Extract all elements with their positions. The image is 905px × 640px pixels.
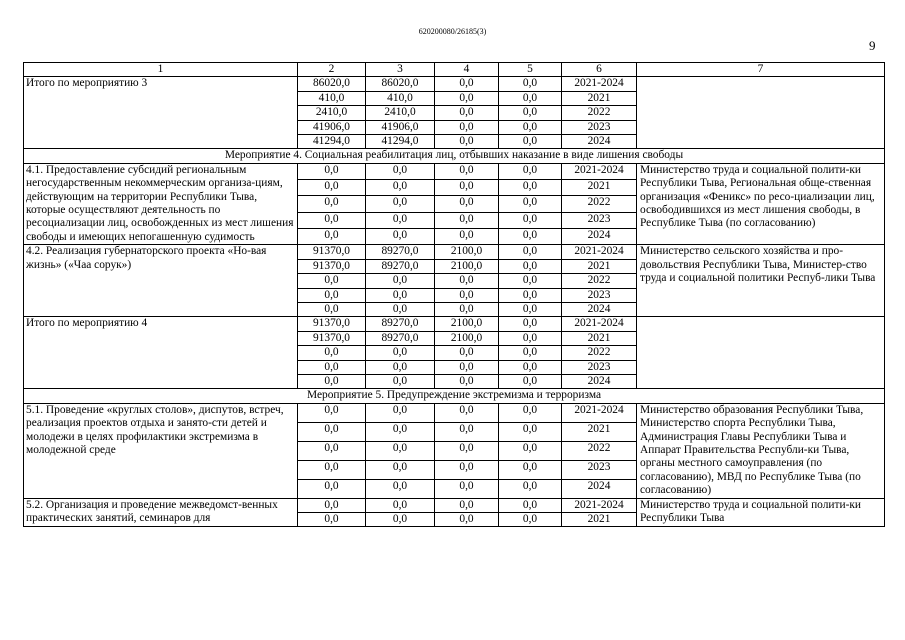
amount-cell: 0,0: [435, 77, 499, 91]
period-cell: 2022: [562, 274, 637, 288]
amount-cell: 0,0: [499, 245, 562, 259]
period-cell: 2023: [562, 120, 637, 134]
amount-cell: 0,0: [435, 180, 499, 196]
amount-cell: 0,0: [298, 374, 366, 388]
program-table: [23, 62, 885, 527]
header-cell: 1: [24, 63, 298, 77]
amount-cell: 0,0: [435, 120, 499, 134]
amount-cell: 0,0: [499, 91, 562, 105]
amount-cell: 0,0: [366, 360, 435, 374]
table-row: [24, 317, 885, 331]
responsible-executors: Министерство труда и социальной полити-ки Республики Тыва: [637, 498, 885, 527]
amount-cell: 0,0: [499, 180, 562, 196]
amount-cell: 89270,0: [366, 259, 435, 273]
amount-cell: 86020,0: [366, 77, 435, 91]
amount-cell: 2410,0: [298, 106, 366, 120]
table-row: [24, 403, 885, 422]
period-cell: 2021-2024: [562, 77, 637, 91]
amount-cell: 0,0: [499, 163, 562, 179]
responsible-executors: [637, 317, 885, 389]
amount-cell: 0,0: [435, 288, 499, 302]
amount-cell: 0,0: [366, 163, 435, 179]
amount-cell: 0,0: [298, 460, 366, 479]
amount-cell: 0,0: [435, 460, 499, 479]
amount-cell: 0,0: [298, 196, 366, 212]
amount-cell: 0,0: [499, 212, 562, 228]
amount-cell: 0,0: [366, 460, 435, 479]
table-row: [24, 77, 885, 91]
amount-cell: 0,0: [435, 302, 499, 316]
item-5-2: [24, 498, 885, 527]
amount-cell: 86020,0: [298, 77, 366, 91]
amount-cell: 0,0: [435, 91, 499, 105]
amount-cell: 0,0: [366, 422, 435, 441]
period-cell: 2021: [562, 422, 637, 441]
amount-cell: 2100,0: [435, 317, 499, 331]
header-cell: 3: [366, 63, 435, 77]
amount-cell: 0,0: [435, 212, 499, 228]
amount-cell: 0,0: [499, 120, 562, 134]
amount-cell: 2100,0: [435, 245, 499, 259]
amount-cell: 41906,0: [366, 120, 435, 134]
period-cell: 2021: [562, 513, 637, 527]
amount-cell: 2100,0: [435, 259, 499, 273]
amount-cell: 0,0: [366, 302, 435, 316]
amount-cell: 0,0: [298, 479, 366, 498]
amount-cell: 0,0: [435, 441, 499, 460]
amount-cell: 0,0: [499, 374, 562, 388]
amount-cell: 0,0: [366, 374, 435, 388]
table-row: [24, 245, 885, 259]
amount-cell: 0,0: [366, 228, 435, 244]
amount-cell: 2410,0: [366, 106, 435, 120]
header-cell: 4: [435, 63, 499, 77]
page-number: 9: [869, 38, 876, 53]
amount-cell: 0,0: [499, 259, 562, 273]
amount-cell: 0,0: [298, 360, 366, 374]
amount-cell: 0,0: [499, 317, 562, 331]
section-row: [24, 149, 885, 163]
amount-cell: 0,0: [499, 360, 562, 374]
amount-cell: 0,0: [366, 403, 435, 422]
amount-cell: 2100,0: [435, 331, 499, 345]
amount-cell: 0,0: [435, 422, 499, 441]
amount-cell: 0,0: [298, 288, 366, 302]
document-id: 620200080/26185(3): [418, 27, 487, 36]
period-cell: 2024: [562, 135, 637, 149]
amount-cell: 0,0: [499, 403, 562, 422]
amount-cell: 0,0: [499, 441, 562, 460]
amount-cell: 0,0: [366, 196, 435, 212]
amount-cell: 0,0: [366, 346, 435, 360]
amount-cell: 0,0: [499, 196, 562, 212]
amount-cell: 0,0: [499, 460, 562, 479]
measure-description: 4.2. Реализация губернаторского проекта «Но-вая жизнь» («Чаа сорук»): [24, 245, 298, 317]
header-cell: 7: [637, 63, 885, 77]
amount-cell: 0,0: [298, 212, 366, 228]
period-cell: 2024: [562, 302, 637, 316]
amount-cell: 0,0: [499, 498, 562, 512]
amount-cell: 0,0: [298, 498, 366, 512]
period-cell: 2023: [562, 460, 637, 479]
period-cell: 2021: [562, 331, 637, 345]
section-title: Мероприятие 5. Предупреждение экстремизма и терроризма: [24, 389, 885, 403]
amount-cell: 91370,0: [298, 259, 366, 273]
period-cell: 2021-2024: [562, 317, 637, 331]
amount-cell: 0,0: [435, 163, 499, 179]
responsible-executors: [637, 77, 885, 149]
period-cell: 2021-2024: [562, 498, 637, 512]
period-cell: 2021-2024: [562, 245, 637, 259]
header-cell: 2: [298, 63, 366, 77]
amount-cell: 0,0: [298, 274, 366, 288]
amount-cell: 0,0: [366, 288, 435, 302]
amount-cell: 0,0: [499, 422, 562, 441]
amount-cell: 0,0: [499, 228, 562, 244]
amount-cell: 0,0: [499, 288, 562, 302]
item-4-1: [24, 163, 885, 244]
item-4-2: [24, 245, 885, 317]
responsible-executors: Министерство сельского хозяйства и про-довольствия Республики Тыва, Министер-ство труда и социальной политики Респуб-лики Тыва: [637, 245, 885, 317]
period-cell: 2023: [562, 212, 637, 228]
period-cell: 2022: [562, 196, 637, 212]
amount-cell: 0,0: [499, 331, 562, 345]
measure-description: 5.2. Организация и проведение межведомст-венных практических занятий, семинаров для: [24, 498, 298, 527]
amount-cell: 0,0: [366, 274, 435, 288]
amount-cell: 0,0: [435, 228, 499, 244]
header-row: [24, 63, 885, 77]
period-cell: 2022: [562, 106, 637, 120]
amount-cell: 0,0: [499, 302, 562, 316]
period-cell: 2024: [562, 479, 637, 498]
measure-description: 5.1. Проведение «круглых столов», диспутов, встреч, реализация проектов отдыха и занято-сти детей и молодежи в целях профилактики экстремизма в молодежной среде: [24, 403, 298, 498]
amount-cell: 0,0: [499, 479, 562, 498]
amount-cell: 89270,0: [366, 245, 435, 259]
responsible-executors: Министерство труда и социальной полити-ки Республики Тыва, Региональная обще-ственная организация «Феникс» по ресо-циализации лиц, освободившихся из мест лишения свободы, в Республике Тыва (по согласованию): [637, 163, 885, 244]
period-cell: 2023: [562, 360, 637, 374]
period-cell: 2024: [562, 228, 637, 244]
amount-cell: 0,0: [435, 498, 499, 512]
measure-description: 4.1. Предоставление субсидий региональным негосударственным некоммерческим организа-циям, действующим на территории Республики Тыва, которые осуществляют деятельность по ресоциализации лиц, освобожденных из мест лишения свободы и имеющих непогашенную судимость: [24, 163, 298, 244]
amount-cell: 0,0: [499, 346, 562, 360]
amount-cell: 0,0: [499, 106, 562, 120]
amount-cell: 0,0: [366, 513, 435, 527]
amount-cell: 41294,0: [366, 135, 435, 149]
measure-description: Итого по мероприятию 3: [24, 77, 298, 149]
total-measure-4: [24, 317, 885, 389]
amount-cell: 91370,0: [298, 245, 366, 259]
measure-description: Итого по мероприятию 4: [24, 317, 298, 389]
amount-cell: 0,0: [298, 403, 366, 422]
amount-cell: 0,0: [435, 346, 499, 360]
responsible-executors: Министерство образования Республики Тыва, Министерство спорта Республики Тыва, Администрация Главы Республики Тыва и Аппарат Правительства Республи-ки Тыва, органы местного самоуправления (по согласованию), МВД по Республике Тыва (по согласованию): [637, 403, 885, 498]
amount-cell: 0,0: [298, 346, 366, 360]
period-cell: 2021: [562, 180, 637, 196]
amount-cell: 0,0: [366, 180, 435, 196]
amount-cell: 0,0: [298, 163, 366, 179]
item-5-1: [24, 403, 885, 498]
total-measure-3: [24, 77, 885, 149]
amount-cell: 0,0: [499, 513, 562, 527]
period-cell: 2023: [562, 288, 637, 302]
amount-cell: 0,0: [366, 212, 435, 228]
amount-cell: 89270,0: [366, 331, 435, 345]
amount-cell: 0,0: [298, 441, 366, 460]
period-cell: 2021-2024: [562, 163, 637, 179]
amount-cell: 41294,0: [298, 135, 366, 149]
amount-cell: 0,0: [435, 196, 499, 212]
amount-cell: 91370,0: [298, 331, 366, 345]
amount-cell: 89270,0: [366, 317, 435, 331]
amount-cell: 0,0: [366, 441, 435, 460]
period-cell: 2024: [562, 374, 637, 388]
amount-cell: 91370,0: [298, 317, 366, 331]
section-row: [24, 389, 885, 403]
period-cell: 2021-2024: [562, 403, 637, 422]
amount-cell: 410,0: [298, 91, 366, 105]
amount-cell: 0,0: [366, 479, 435, 498]
amount-cell: 0,0: [435, 360, 499, 374]
amount-cell: 0,0: [435, 374, 499, 388]
amount-cell: 0,0: [435, 106, 499, 120]
amount-cell: 0,0: [499, 135, 562, 149]
header-cell: 6: [562, 63, 637, 77]
amount-cell: 0,0: [298, 228, 366, 244]
amount-cell: 0,0: [298, 302, 366, 316]
header-cell: 5: [499, 63, 562, 77]
period-cell: 2022: [562, 441, 637, 460]
amount-cell: 0,0: [435, 403, 499, 422]
amount-cell: 0,0: [298, 513, 366, 527]
amount-cell: 0,0: [499, 274, 562, 288]
table-row: [24, 498, 885, 512]
amount-cell: 0,0: [366, 498, 435, 512]
amount-cell: 0,0: [435, 135, 499, 149]
amount-cell: 0,0: [298, 180, 366, 196]
amount-cell: 0,0: [499, 77, 562, 91]
amount-cell: 0,0: [435, 479, 499, 498]
period-cell: 2021: [562, 91, 637, 105]
amount-cell: 0,0: [435, 274, 499, 288]
period-cell: 2022: [562, 346, 637, 360]
amount-cell: 0,0: [435, 513, 499, 527]
period-cell: 2021: [562, 259, 637, 273]
amount-cell: 41906,0: [298, 120, 366, 134]
table-row: [24, 163, 885, 179]
section-title: Мероприятие 4. Социальная реабилитация лиц, отбывших наказание в виде лишения свободы: [24, 149, 885, 163]
amount-cell: 0,0: [298, 422, 366, 441]
amount-cell: 410,0: [366, 91, 435, 105]
